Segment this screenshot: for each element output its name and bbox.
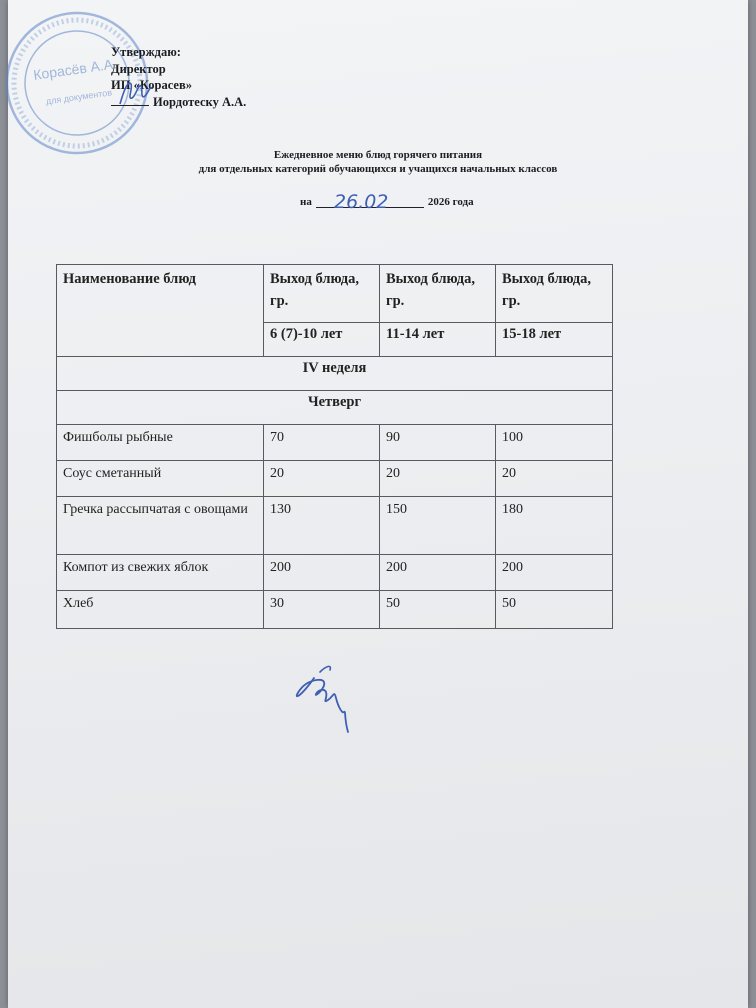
approval-line-3: ИП «Корасев» (111, 78, 192, 92)
director-signature (110, 74, 160, 108)
age-group-1: 6 (7)-10 лет (264, 323, 380, 357)
yield-value: 20 (380, 461, 496, 497)
table-row (57, 555, 613, 591)
yield-value: 180 (496, 497, 613, 555)
handwritten-date (330, 188, 422, 214)
yield-value: 30 (264, 591, 380, 629)
week-row: IV неделя (57, 357, 613, 391)
approval-line-1: Утверждаю: (111, 45, 181, 59)
header-yield-1: Выход блюда, гр. (264, 265, 380, 323)
stamp-label: для документов (45, 87, 113, 107)
yield-value: 50 (496, 591, 613, 629)
yield-value: 20 (264, 461, 380, 497)
yield-value: 150 (380, 497, 496, 555)
yield-value: 50 (380, 591, 496, 629)
table-row (57, 591, 613, 629)
header-yield-2: Выход блюда, гр. (380, 265, 496, 323)
approval-line-2: Директор (111, 61, 166, 76)
yield-value: 200 (496, 555, 613, 591)
svg-text:26.02: 26.02 (334, 191, 389, 213)
menu-subtitle: для отдельных категорий обучающихся и учащихся начальных классов (198, 163, 558, 175)
header-dish-name: Наименование блюд (57, 265, 264, 357)
approval-line-4: Иордотеску А.А. (153, 94, 247, 109)
day-row: Четверг (57, 391, 613, 425)
age-group-3: 15-18 лет (496, 323, 613, 357)
yield-value: 90 (380, 425, 496, 461)
table-row (57, 497, 613, 555)
date-suffix: 2026 года (427, 196, 474, 208)
header-yield-3: Выход блюда, гр. (496, 265, 613, 323)
yield-value: 200 (264, 555, 380, 591)
yield-value: 130 (264, 497, 380, 555)
dish-name: Хлеб (57, 591, 264, 629)
yield-value: 70 (264, 425, 380, 461)
menu-title: Ежедневное меню блюд горячего питания (273, 149, 483, 161)
menu-table (56, 264, 613, 629)
table-row (57, 461, 613, 497)
date-prefix: на (300, 196, 312, 208)
handwritten-signature (292, 658, 364, 740)
dish-name: Компот из свежих яблок (57, 555, 264, 591)
age-group-2: 11-14 лет (380, 323, 496, 357)
stamp-name: Корасёв А.А. (32, 55, 118, 83)
dish-name: Гречка рассыпчатая с овощами (57, 497, 264, 555)
table-row (57, 425, 613, 461)
yield-value: 100 (496, 425, 613, 461)
yield-value: 200 (380, 555, 496, 591)
yield-value: 20 (496, 461, 613, 497)
dish-name: Фишболы рыбные (57, 425, 264, 461)
dish-name: Соус сметанный (57, 461, 264, 497)
